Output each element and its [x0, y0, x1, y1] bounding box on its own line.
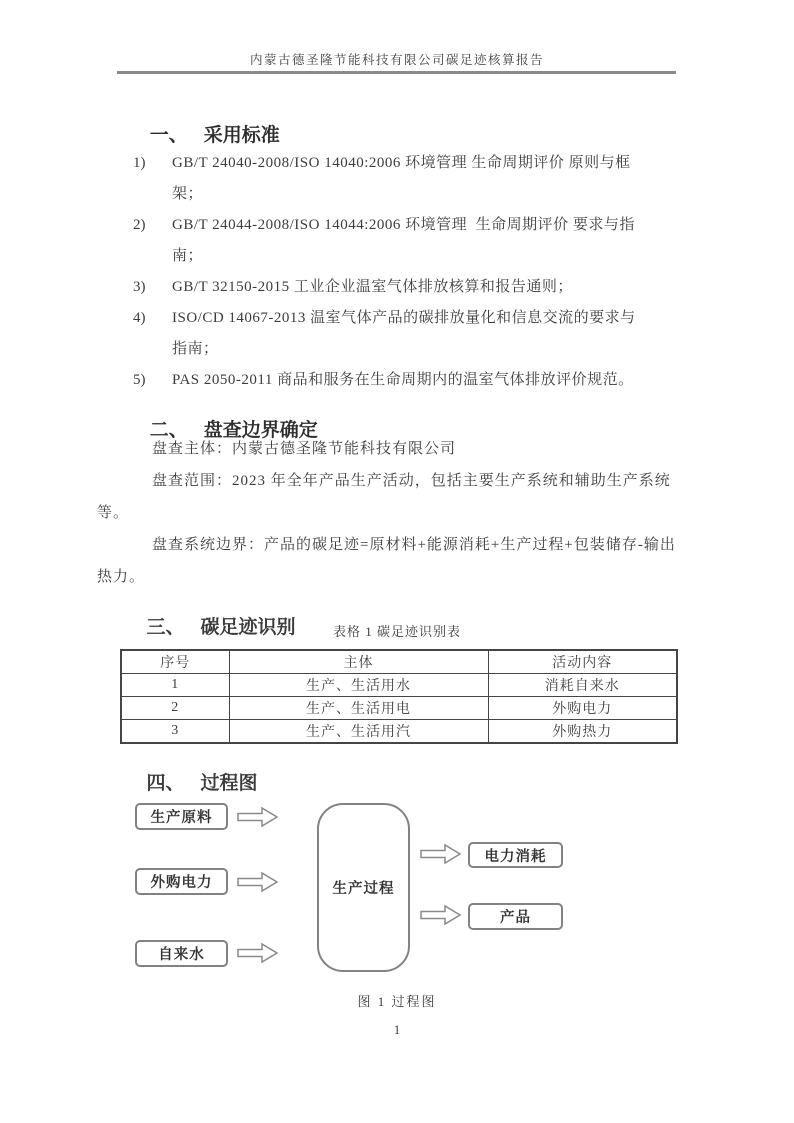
diagram-input-box-tap-water: 自来水 — [135, 940, 228, 967]
section-3-title: 碳足迹识别 — [200, 617, 296, 638]
diagram-process-box: 生产过程 — [317, 803, 410, 972]
table-cell: 生产、生活用电 — [229, 697, 488, 720]
section-1-title: 采用标准 — [203, 125, 280, 146]
section-4-title: 过程图 — [200, 773, 258, 794]
standard-item-line: GB/T 24040-2008/ISO 14040:2006 环境管理 生命周期评价 原则与框 — [172, 155, 631, 171]
section-4-number: 四、 — [146, 773, 185, 794]
flow-arrow-icon — [237, 871, 279, 893]
page-number: 1 — [393, 1022, 401, 1037]
standard-item-number: 4) — [133, 310, 146, 326]
table-cell: 生产、生活用汽 — [229, 720, 488, 744]
table-cell: 1 — [121, 674, 229, 697]
table-cell: 外购热力 — [488, 720, 677, 744]
diagram-output-box-product: 产品 — [468, 903, 563, 930]
standard-item-line: 架； — [172, 186, 204, 202]
table-header-cell: 活动内容 — [488, 650, 677, 674]
page-header-title: 内蒙古德圣隆节能科技有限公司碳足迹核算报告 — [249, 53, 544, 67]
standard-item-number: 5) — [133, 372, 146, 388]
boundary-paragraph-line: 热力。 — [97, 569, 146, 585]
table-header-cell: 主体 — [229, 650, 488, 674]
boundary-paragraph-line: 盘查范围：2023 年全年产品生产活动，包括主要生产系统和辅助生产系统 — [152, 473, 671, 489]
table-cell: 生产、生活用水 — [229, 674, 488, 697]
table-caption: 表格 1 碳足迹识别表 — [332, 624, 461, 639]
table-cell: 外购电力 — [488, 697, 677, 720]
standard-item-line: 指南； — [172, 341, 219, 357]
diagram-input-box-raw-materials: 生产原料 — [135, 803, 228, 830]
table-cell: 消耗自来水 — [488, 674, 677, 697]
standard-item-number: 1) — [133, 155, 146, 171]
figure-caption: 图 1 过程图 — [357, 994, 437, 1009]
table-cell: 3 — [121, 720, 229, 744]
table-header-cell: 序号 — [121, 650, 229, 674]
standard-item-line: GB/T 32150-2015 工业企业温室气体排放核算和报告通则； — [172, 279, 573, 295]
diagram-output-box-electricity-consumption: 电力消耗 — [468, 842, 563, 868]
flow-arrow-icon — [237, 806, 279, 828]
section-1-number: 一、 — [149, 125, 188, 146]
boundary-paragraph-line: 盘查系统边界：产品的碳足迹=原材料+能源消耗+生产过程+包装储存-输出 — [152, 537, 676, 553]
section-2-number: 二、 — [149, 420, 188, 441]
standard-item-line: GB/T 24044-2008/ISO 14044:2006 环境管理 生命周期评价 要求与指 — [172, 217, 635, 233]
flow-arrow-icon — [237, 942, 279, 964]
standard-item-line: PAS 2050-2011 商品和服务在生命周期内的温室气体排放评价规范。 — [172, 372, 634, 388]
standard-item-line: 南； — [172, 248, 204, 264]
flow-arrow-icon — [420, 904, 462, 926]
standard-item-line: ISO/CD 14067-2013 温室气体产品的碳排放量化和信息交流的要求与 — [172, 310, 636, 326]
standard-item-number: 2) — [133, 217, 146, 233]
section-2-title: 盘查边界确定 — [203, 420, 318, 441]
standard-item-number: 3) — [133, 279, 146, 295]
boundary-paragraph-line: 等。 — [97, 505, 130, 521]
table-cell: 2 — [121, 697, 229, 720]
flow-arrow-icon — [420, 843, 462, 865]
boundary-paragraph-line: 盘查主体：内蒙古德圣隆节能科技有限公司 — [152, 441, 457, 457]
diagram-input-box-purchased-electricity: 外购电力 — [135, 868, 228, 895]
section-3-number: 三、 — [146, 617, 185, 638]
